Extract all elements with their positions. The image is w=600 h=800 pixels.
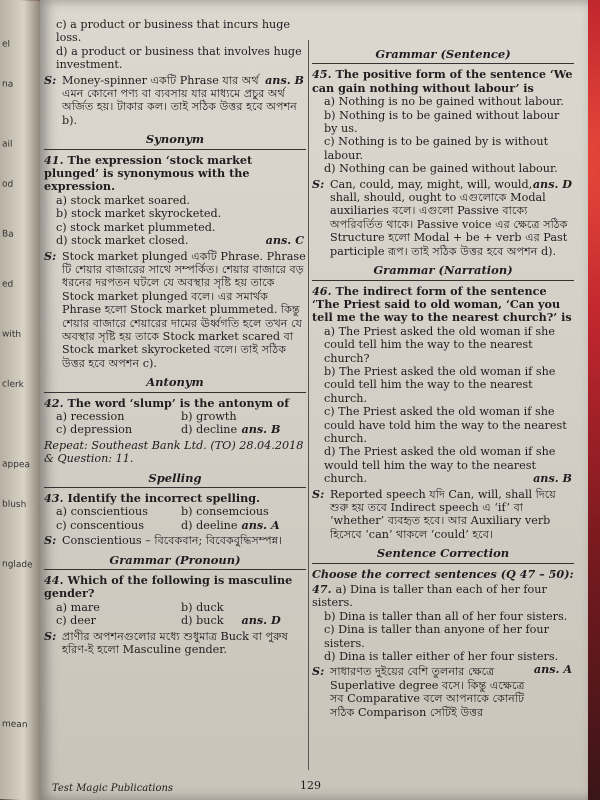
q45-option-c: c) Nothing is to be gained by is without labour. [324,135,549,162]
q41-option-c: c) stock market plummeted. [56,220,216,234]
q43-block [44,492,306,548]
q43-number: 43. [44,491,64,505]
q41-option-a: a) stock market soared. [56,193,191,207]
q41-option-d [44,234,306,247]
section-heading-correction: Sentence Correction [312,547,574,563]
q42-answer: ans. B [241,422,281,437]
q46-answer: ans. B [533,471,572,486]
q40-option-d: d) a product or business that involves huge investment. [56,44,302,72]
page-number: 129 [300,779,321,792]
q41-question [44,154,306,194]
q44-option-b: b) duck [181,600,224,614]
section-heading-synonym: Synonym [44,133,306,149]
q46-option-d-text: d) The Priest asked the old woman if she would tell him the way to the nearest church. [324,445,556,486]
q44-options-row-1 [44,601,306,614]
section-heading-antonym: Antonym [44,376,306,392]
q47-block [312,568,574,719]
q43-option-a: a) conscientious [56,505,148,519]
book-page [40,0,588,800]
section-heading-spelling: Spelling [44,472,306,488]
q43-option-b: b) consemcious [181,505,269,519]
q47-option-d-text: d) Dina is taller either of her four sisters. [324,650,559,664]
solution-marker: S: [44,533,57,548]
q45-solution [312,178,574,258]
column-divider [308,40,309,770]
q41-option-b: b) stock market skyrocketed. [56,207,222,221]
q43-text: Identify the incorrect spelling. [67,491,260,505]
q41-solution [44,250,306,371]
q45-solution-text: Can, could, may, might, will, would, shall, should, ought to এগুলোকে Modal auxiliaries বলে। এগুলো Passive বাক্যে অপরিবর্তিত থাকে। Passive voice এর ক্ষেত্রে সঠিক Structure হলো Modal + be + verb এর Past participle রূপ। তাই সঠিক উত্তর হবে অপশন d). [330,177,568,258]
q45-option-b: b) Nothing is to be gained without labour by us. [324,108,560,136]
q46-option-d [312,445,574,485]
q47-option-d [312,650,574,677]
left-column [44,0,306,656]
q44-number: 44. [44,573,64,588]
q47-answer: ans. A [533,662,572,677]
publisher-name: Test Magic Publications [52,783,174,794]
q45-question [312,68,574,95]
q46-solution [312,488,574,542]
q46-question [312,285,574,325]
q47-solution [312,665,534,719]
q42-option-c: c) depression [56,423,133,437]
q47-option-b: b) Dina is taller than all of her four sisters. [324,609,568,623]
q44-option-d: d) buck [181,614,224,628]
q40-block [44,18,306,127]
q43-solution [44,534,306,547]
q41-option-d-text: d) stock market closed. [56,234,189,248]
solution-marker: S: [312,664,325,679]
q43-option-c: c) conscentious [56,518,144,532]
q40-solution [44,74,306,128]
q43-options-row-1 [44,505,306,518]
q45-answer: ans. D [532,176,572,191]
q47-question [312,583,574,610]
q42-question [44,397,306,410]
q44-options-row-2 [44,614,306,627]
q42-block [44,397,306,466]
q41-answer: ans. C [265,233,304,248]
q42-number: 42. [44,395,64,410]
q47-option-a: a) Dina is taller than each of her four sisters. [312,583,547,610]
q42-repeat-note: Repeat: Southeast Bank Ltd. (TO) 28.04.2018 & Question: 11. [44,438,304,466]
q43-answer: ans. A [241,517,280,532]
q44-option-a: a) mare [56,600,100,614]
q46-option-a: a) The Priest asked the old woman if she could tell him the way to the nearest church? [324,324,555,365]
q42-option-a: a) recession [56,409,125,423]
q44-text: Which of the following is masculine gender? [44,573,293,601]
q46-number: 46. [312,283,332,298]
q44-answer: ans. D [241,613,281,628]
solution-marker: S: [44,72,57,87]
q41-number: 41. [44,152,64,167]
q47-option-c: c) Dina is taller than anyone of her four sisters. [324,623,549,650]
right-column [312,0,574,719]
solution-marker: S: [312,486,325,501]
q43-options-row-2 [44,519,306,532]
correction-instruction: Choose the correct sentences (Q 47 – 50): [312,566,574,581]
solution-marker: S: [312,176,325,191]
q40-option-c: c) a product or business that incurs huge loss. [56,18,291,45]
q44-option-c: c) deer [56,614,96,628]
q43-option-d-wrap [181,519,306,532]
q46-text: The indirect form of the sentence ‘The Priest said to old woman, ‘Can you tell me the way to the nearest church?’ is [312,283,572,325]
section-heading-sentence: Grammar (Sentence) [312,48,574,64]
q41-text: The expression ‘stock market plunged’ is synonymous with the expression. [44,152,253,194]
q40-answer: ans. B [265,72,304,87]
q42-option-d: d) decline [181,423,238,437]
q44-option-d-wrap [181,614,306,627]
q42-options-row-2 [44,423,306,436]
q47-solution-text: সাধারণত দুইয়ের বেশি তুলনার ক্ষেত্রে Superlative degree বসে। কিন্তু এক্ষেত্রে সব Comparative বলে আপনাকে কোনটি সঠিক Comparison সেটিই উত্তর [330,665,525,719]
q45-number: 45. [312,67,332,82]
section-heading-narration: Grammar (Narration) [312,264,574,280]
q44-block [44,574,306,656]
q43-solution-text: Conscientious – বিবেকবান; বিবেকবুদ্ধিসম্পন্ন। [62,534,283,548]
q42-options-row-1 [44,410,306,423]
q45-option-a: a) Nothing is no be gained without labour. [324,95,564,109]
q46-solution-text: Reported speech যদি Can, will, shall দিয়ে শুরু হয় তবে Indirect speech এ ‘if’ বা ‘whether’ ব্যবহৃত হবে। আর Auxiliary verb হিসেবে ‘can’ থাকলে ‘could’ হবে। [330,487,556,541]
q40-solution-text: Money-spinner একটি Phrase যার অর্থ এমন কোনো পণ্য বা ব্যবসায় যার মাধ্যমে প্রচুর অর্থ অর্জিত হয়। টাকার কল। তাই সঠিক উত্তর হবে অপশন b). [62,73,297,127]
q44-question [44,574,306,601]
q46-option-c: c) The Priest asked the old woman if she could have told him the way to the nearest church. [324,405,567,445]
q42-option-b: b) growth [181,409,237,423]
q47-number: 47. [312,582,332,597]
q44-solution-text: প্রাণীর অপশনগুলোর মধ্যে শুধুমাত্র Buck বা পুরুষ হরিণ-ই হলো Masculine gender. [62,629,288,657]
q42-text: The word ‘slump’ is the antonym of [67,395,290,410]
q46-block [312,285,574,542]
q43-question [44,492,306,505]
q41-solution-text: Stock market plunged একটি Phrase. Phrase টি শেয়ার বাজারের সাথে সম্পর্কিত। শেয়ার বাজারে বড় ধরনের দরপতন ঘটলে যে অবস্থার সৃষ্টি হয় তাকে Stock market plunged বলে। এর সমার্থক Phrase হলো Stock market plummeted. কিন্তু শেয়ার বাজারে শেয়ারের দামের ঊর্ধ্বগতি হলে তখন যে অবস্থার সৃষ্টি হয় তাকে Stock market scared বা Stock market skyrocketed বলে। তাই সঠিক উত্তর হবে অপশন c). [62,249,306,370]
q42-option-d-wrap [181,423,306,436]
q45-block [312,68,574,258]
q46-option-b: b) The Priest asked the old woman if she could tell him the way to the nearest church. [324,364,556,405]
q43-option-d: d) deeline [181,518,238,532]
section-heading-pronoun: Grammar (Pronoun) [44,554,306,570]
q41-block [44,154,306,371]
adjacent-page-edge: el na ail od Ba ed with clerk appea blush nglade mean [0,0,40,800]
q45-text: The positive form of the sentence ‘We can gain nothing without labour’ is [312,67,573,95]
solution-marker: S: [44,248,57,263]
solution-marker: S: [44,628,57,643]
q45-option-d: d) Nothing can be gained without labour. [324,162,558,176]
q44-solution [44,630,306,657]
